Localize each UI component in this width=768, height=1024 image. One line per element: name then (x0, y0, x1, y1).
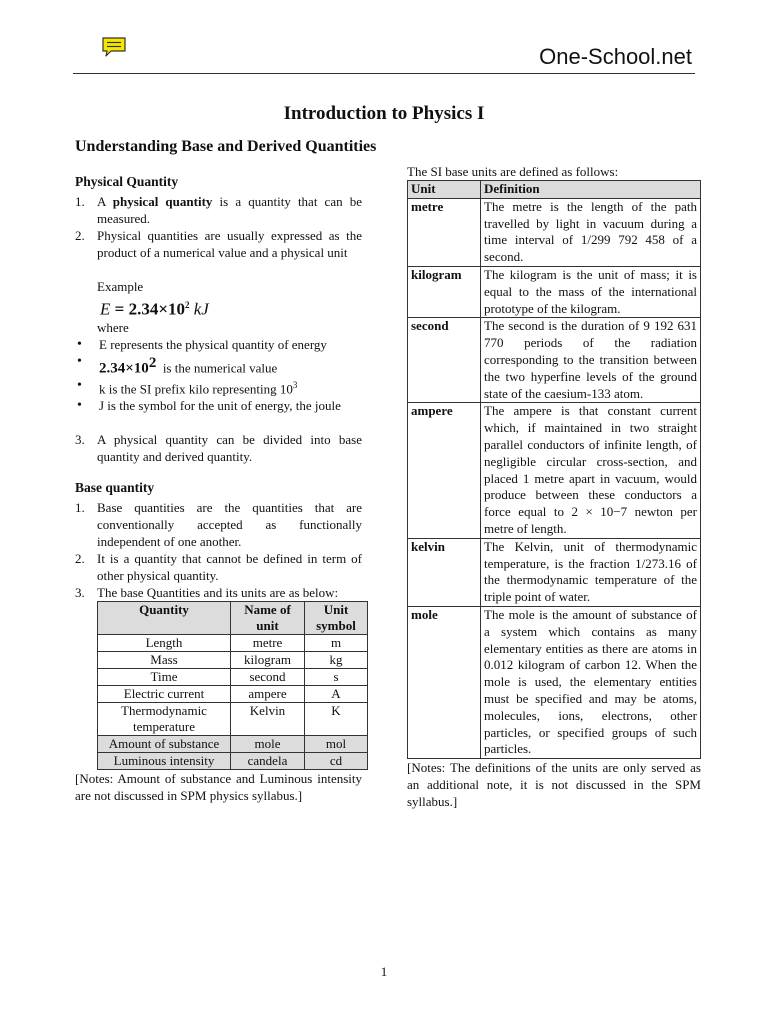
table-row (98, 686, 368, 703)
table-cell: metre (231, 635, 305, 652)
table-row (98, 635, 368, 652)
base-quantity-table (97, 601, 368, 770)
table-row (408, 198, 701, 266)
unit-cell: kilogram (408, 266, 481, 317)
unit-cell: mole (408, 606, 481, 758)
physical-quantity-heading: Physical Quantity (75, 174, 179, 189)
table-cell: kilogram (231, 652, 305, 669)
table-row (98, 703, 368, 736)
column-header: Quantity (98, 602, 231, 635)
definition-cell: The Kelvin, unit of thermodynamic temperature, is the fraction 1/273.16 of the thermodynamic temperature of the triple point of water. (481, 538, 701, 606)
si-units-table (407, 180, 701, 759)
table-cell: K (305, 703, 368, 736)
table-cell: second (231, 669, 305, 686)
table-cell: m (305, 635, 368, 652)
column-header: Unit (408, 181, 481, 199)
si-units-intro: The SI base units are defined as follows: (407, 164, 619, 179)
table-cell: A (305, 686, 368, 703)
column-header: Unit symbol (305, 602, 368, 635)
unit-cell: second (408, 318, 481, 403)
list-item: 2. Physical quantities are usually expressed as the product of a numerical value and a physical unit Example $E = 2.34\times 10^2$ kJ where (75, 228, 362, 335)
definition-cell: The metre is the length of the path travelled by light in vacuum during a time interval of 1/299 792 458 of a second. (481, 198, 701, 266)
quantity-division-list (75, 431, 362, 465)
table-cell: ampere (231, 686, 305, 703)
table-row (98, 652, 368, 669)
list-item: 1. Base quantities are the quantities that are conventionally accepted as functionally independent of one another. (75, 500, 362, 550)
table-row (98, 669, 368, 686)
table-cell: Amount of substance (98, 736, 231, 753)
definition-cell: The kilogram is the unit of mass; it is equal to the mass of the international prototype of the kilogram. (481, 266, 701, 317)
header-divider (73, 73, 695, 74)
base-quantity-list (75, 499, 362, 601)
table-row (98, 753, 368, 770)
table-cell: s (305, 669, 368, 686)
section-title: Understanding Base and Derived Quantities (75, 138, 377, 155)
left-column (75, 173, 362, 804)
right-column (407, 163, 701, 810)
table-row (408, 266, 701, 317)
unit-cell: kelvin (408, 538, 481, 606)
table-cell: Time (98, 669, 231, 686)
list-item: • k is the SI prefix kilo representing $10^3$ (75, 377, 362, 397)
si-units-note: [Notes: The definitions of the units are only served as an additional note, it is not discussed in the SPM syllabus.] (407, 760, 701, 810)
list-item: 3. The base Quantities and its units are as below: (75, 585, 339, 601)
table-cell: mol (305, 736, 368, 753)
list-item: • J is the symbol for the unit of energy, the joule (75, 397, 362, 414)
definition-cell: The ampere is that constant current which, if maintained in two straight parallel conductors of infinite length, of negligible circular cross-section, and placed 1 metre apart in vacuum, would produce between these conductors a force equal to 2 × 10−7 newton per metre of length. (481, 403, 701, 538)
speech-bubble-note-icon[interactable] (101, 36, 127, 58)
table-header-row (98, 602, 368, 635)
definition-cell: The mole is the amount of substance of a system which contains as many elementary entities as there are atoms in 0.012 kilogram of carbon 12. When the mole is used, the elementary entities must be specified and may be atoms, molecules, ions, electrons, other particles, or specified groups of such particles. (481, 606, 701, 758)
energy-formula: $E = 2.34\times 10^2$ kJ (100, 299, 209, 319)
list-item: • $2.34\times 10^2$ is the numerical value (75, 353, 362, 377)
list-item: 3. A physical quantity can be divided into base quantity and derived quantity. (75, 432, 362, 465)
physical-quantity-list (75, 193, 362, 336)
definition-cell: The second is the duration of 9 192 631 770 periods of the radiation corresponding to the transition between the two hyperfine levels of the ground state of the caesium-133 atom. (481, 318, 701, 403)
site-name: One-School.net (539, 44, 692, 69)
unit-cell: ampere (408, 403, 481, 538)
column-header: Name of unit (231, 602, 305, 635)
table-cell: kg (305, 652, 368, 669)
table-header-row (408, 181, 701, 199)
table-row (408, 538, 701, 606)
page-number: 1 (380, 964, 388, 979)
column-header: Definition (481, 181, 701, 199)
table-row (98, 736, 368, 753)
list-item: 2. It is a quantity that cannot be defined in term of other physical quantity. (75, 551, 362, 584)
table-row (408, 606, 701, 758)
formula-explanation-list (75, 336, 362, 415)
list-item: • E represents the physical quantity of energy (75, 336, 362, 353)
table-cell: candela (231, 753, 305, 770)
base-quantity-heading: Base quantity (75, 480, 155, 496)
example-label: Example (97, 279, 144, 294)
table-cell: mole (231, 736, 305, 753)
table-row (408, 318, 701, 403)
document-title: Introduction to Physics I (283, 103, 485, 124)
table-row (408, 403, 701, 538)
where-label: where (97, 319, 129, 335)
table-cell: cd (305, 753, 368, 770)
table-cell: Thermodynamic temperature (98, 703, 231, 736)
table-cell: Luminous intensity (98, 753, 231, 770)
table-cell: Length (98, 635, 231, 652)
table-cell: Electric current (98, 686, 231, 703)
base-quantity-note: [Notes: Amount of substance and Luminous intensity are not discussed in SPM physics syllabus.] (75, 771, 362, 804)
list-item: 1. A physical quantity is a quantity that can be measured. (75, 194, 362, 226)
table-cell: Mass (98, 652, 231, 669)
table-cell: Kelvin (231, 703, 305, 736)
unit-cell: metre (408, 198, 481, 266)
